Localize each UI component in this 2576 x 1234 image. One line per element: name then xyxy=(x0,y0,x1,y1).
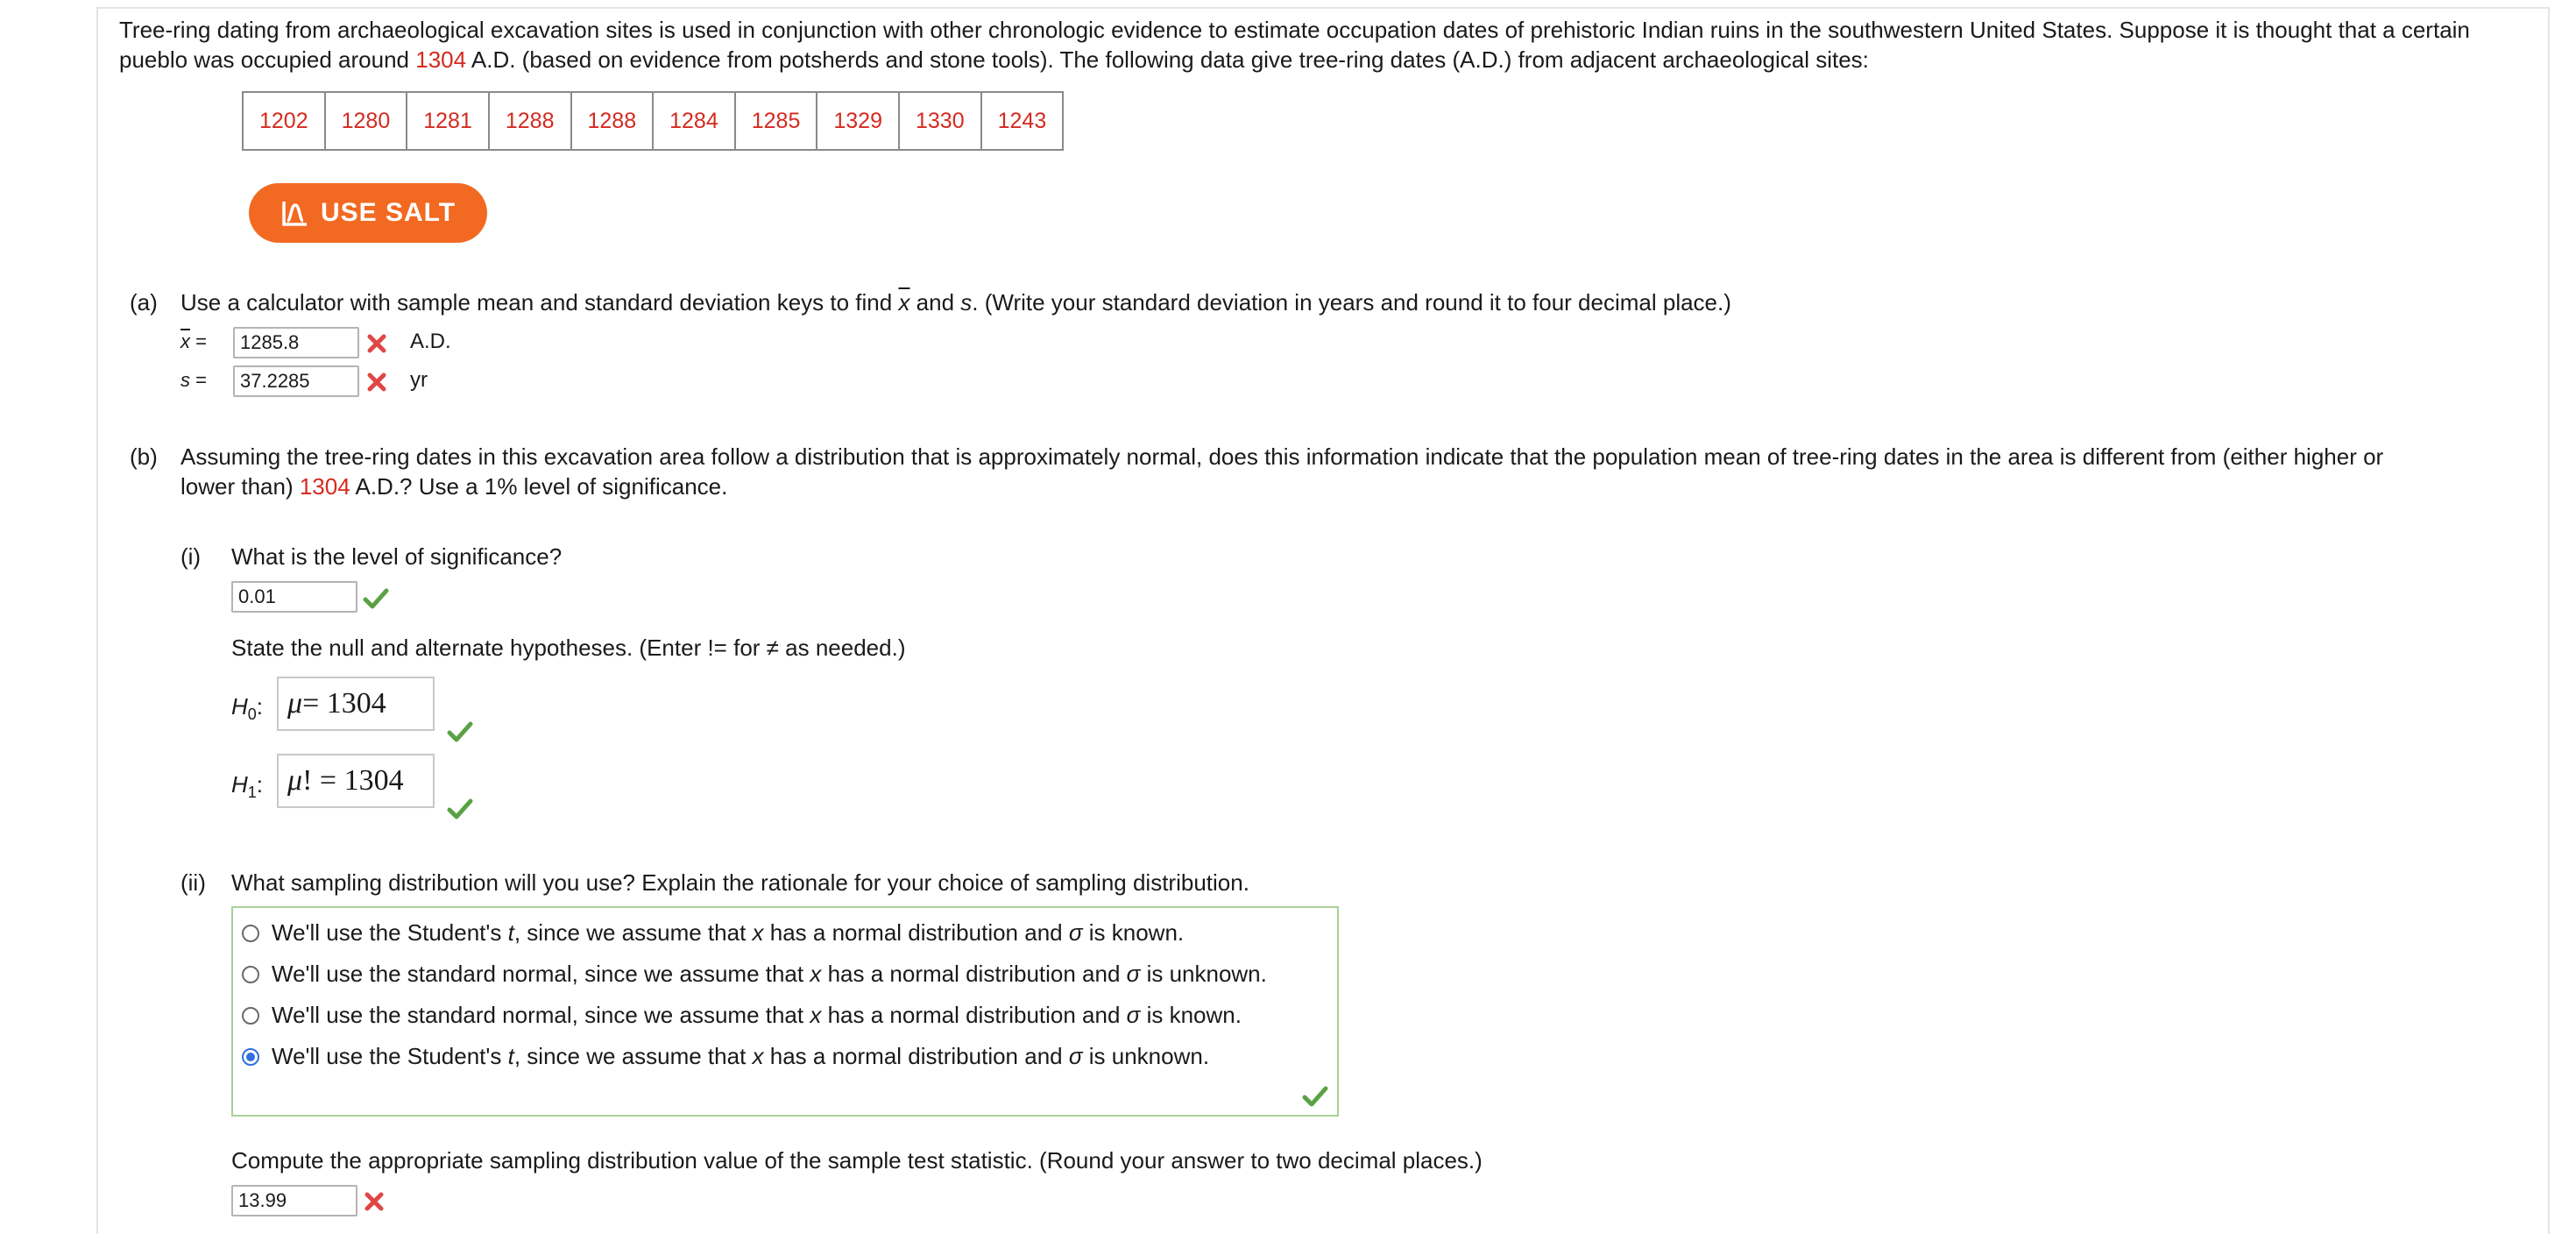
eq-sign: = xyxy=(195,369,207,391)
option-text: has a normal distribution and xyxy=(821,1002,1127,1028)
radio-button[interactable] xyxy=(242,966,259,983)
h1-subscript: 1 xyxy=(247,784,257,802)
option-text: , since we assume that xyxy=(513,1043,753,1069)
x-var: x xyxy=(752,1043,764,1069)
data-cell: 1284 xyxy=(653,92,735,150)
h1-expression: ! = 1304 xyxy=(302,764,404,797)
option-student-t-sigma-known[interactable] xyxy=(242,919,1184,947)
h1-label: $H_1$: xyxy=(231,771,264,802)
s-symbol: s xyxy=(960,289,973,316)
part-a-marker: (a) xyxy=(130,289,158,316)
s-var: s xyxy=(180,369,190,391)
data-cell: 1202 xyxy=(243,92,325,150)
sampling-distribution-options xyxy=(231,906,1339,1117)
data-cell: 1285 xyxy=(735,92,817,150)
data-cell: 1288 xyxy=(571,92,654,150)
option-text: has a normal distribution and xyxy=(763,1043,1069,1069)
option-standard-normal-sigma-unknown[interactable] xyxy=(242,961,1267,988)
option-text: has a normal distribution and xyxy=(763,919,1069,946)
option-label xyxy=(272,1002,1242,1029)
correct-check-icon xyxy=(447,720,473,743)
part-b-ii-marker: (ii) xyxy=(180,869,206,896)
option-label xyxy=(272,1043,1209,1070)
null-hypothesis-field[interactable] xyxy=(277,677,435,731)
option-label xyxy=(272,919,1184,947)
option-text: is unknown. xyxy=(1140,961,1267,987)
incorrect-x-icon xyxy=(363,1190,386,1213)
option-text: is known. xyxy=(1082,919,1185,946)
sampling-distribution-question: What sampling distribution will you use? Explain the rationale for your choice of sampling distribution. xyxy=(231,869,1249,896)
part-b-q-after: A.D.? Use a 1% level of significance. xyxy=(350,473,728,500)
part-a-question-tail: . (Write your standard deviation in years and round it to four decimal place.) xyxy=(972,289,1731,316)
option-text: is unknown. xyxy=(1082,1043,1210,1069)
hypotheses-prompt: State the null and alternate hypotheses. (Enter != for ≠ as needed.) xyxy=(231,635,906,661)
intro-text-2: A.D. (based on evidence from potsherds and stone tools). The following data give tree-ring dates (A.D.) from adjacent archaeological sites: xyxy=(466,46,1869,73)
std-dev-input[interactable] xyxy=(233,365,359,397)
x-var: x xyxy=(752,919,764,946)
alternate-hypothesis-field[interactable] xyxy=(277,754,435,808)
option-text: , since we assume that xyxy=(513,919,753,946)
radio-button[interactable] xyxy=(242,1007,259,1025)
use-salt-button[interactable] xyxy=(249,183,487,243)
s-unit: yr xyxy=(410,368,428,392)
part-b-marker: (b) xyxy=(130,443,158,470)
intro-text-1: Tree-ring dating from archaeological excavation sites is used in conjunction with other chronologic evidence to estimate occupation dates of prehistoric Indian ruins in the southwestern United States. Suppose it is thought that a certain pueblo was occupied around xyxy=(119,17,2470,73)
test-statistic-input[interactable] xyxy=(231,1185,357,1216)
part-b-year: 1304 xyxy=(299,473,350,500)
sigma-symbol: σ xyxy=(1068,919,1083,946)
t-var: t xyxy=(507,1043,514,1069)
eq-sign: = xyxy=(195,330,207,352)
data-cell: 1281 xyxy=(407,92,489,150)
h0-subscript: 0 xyxy=(247,706,257,724)
x-var: x xyxy=(810,1002,822,1028)
t-var: t xyxy=(507,919,514,946)
test-statistic-prompt: Compute the appropriate sampling distribution value of the sample test statistic. (Round your answer to two decimal places.) xyxy=(231,1147,1483,1174)
data-cell: 1329 xyxy=(817,92,899,150)
correct-check-icon xyxy=(447,798,473,820)
part-a-question-text: Use a calculator with sample mean and standard deviation keys to find xyxy=(180,289,899,316)
mu-symbol: μ xyxy=(287,687,303,720)
option-standard-normal-sigma-known[interactable] xyxy=(242,1002,1242,1029)
significance-question: What is the level of significance? xyxy=(231,543,563,570)
intro-year: 1304 xyxy=(415,46,467,73)
problem-intro xyxy=(119,15,2502,74)
part-b-question-line2 xyxy=(180,472,727,501)
xbar-unit: A.D. xyxy=(410,330,451,353)
incorrect-x-icon xyxy=(365,371,388,394)
incorrect-x-icon xyxy=(365,332,388,355)
part-b-q-before: lower than) xyxy=(180,473,300,500)
sigma-symbol: σ xyxy=(1126,961,1141,987)
data-cell: 1330 xyxy=(899,92,981,150)
option-text: We'll use the standard normal, since we assume that xyxy=(272,1002,810,1028)
sigma-symbol: σ xyxy=(1126,1002,1141,1028)
data-cell: 1288 xyxy=(489,92,571,150)
h0-expression: = 1304 xyxy=(302,687,386,720)
part-b-i-marker: (i) xyxy=(180,543,202,570)
option-label xyxy=(272,961,1267,988)
data-cell: 1243 xyxy=(981,92,1064,150)
h0-label: $H_0$: xyxy=(231,693,264,724)
xbar-var: $\overline{x}$ xyxy=(180,330,190,352)
h0-letter: H xyxy=(231,693,248,720)
data-cell: 1280 xyxy=(325,92,407,150)
option-student-t-sigma-unknown[interactable] xyxy=(242,1043,1209,1070)
significance-input[interactable] xyxy=(231,581,357,613)
xbar-label xyxy=(180,327,207,357)
part-b-question-line1: Assuming the tree-ring dates in this excavation area follow a distribution that is approximately normal, does this information indicate that the population mean of tree-ring dates in the area is different from (either higher or xyxy=(180,443,2384,470)
radio-button-selected[interactable] xyxy=(242,1048,259,1066)
sigma-symbol: σ xyxy=(1068,1043,1083,1069)
use-salt-label: USE SALT xyxy=(320,198,456,227)
xbar-symbol: $\overline{x}$ xyxy=(898,289,910,316)
option-text: We'll use the standard normal, since we assume that xyxy=(272,961,810,987)
option-text: We'll use the Student's xyxy=(272,919,508,946)
xbar-input[interactable] xyxy=(233,327,359,358)
option-text: has a normal distribution and xyxy=(821,961,1127,987)
part-a-question xyxy=(180,287,2459,317)
tree-ring-data-table xyxy=(242,91,1064,151)
h1-letter: H xyxy=(231,771,248,798)
correct-check-icon xyxy=(1302,1085,1328,1108)
option-text: is known. xyxy=(1140,1002,1242,1028)
mu-symbol: μ xyxy=(287,764,303,797)
s-label xyxy=(180,365,207,395)
option-text: We'll use the Student's xyxy=(272,1043,508,1069)
salt-chart-icon xyxy=(280,198,310,228)
part-a-and: and xyxy=(909,289,961,316)
radio-button[interactable] xyxy=(242,925,259,942)
correct-check-icon xyxy=(363,587,389,610)
x-var: x xyxy=(810,961,822,987)
